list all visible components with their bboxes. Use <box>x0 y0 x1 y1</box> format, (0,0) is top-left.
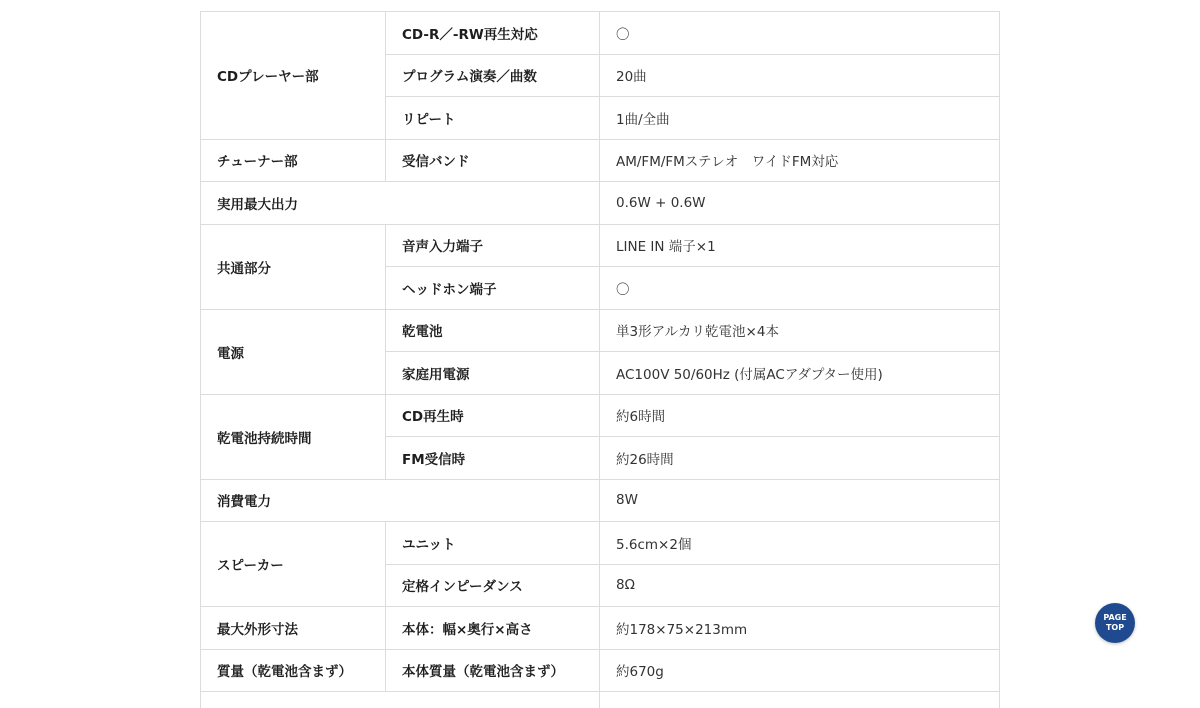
category-cell: 消費電力 <box>201 479 600 522</box>
category-cell: 実用最大出力 <box>201 182 600 225</box>
value-cell: 約178×75×213mm <box>600 607 1000 650</box>
table-row <box>201 649 1000 692</box>
item-cell: ユニット <box>386 522 600 565</box>
table-row <box>201 182 1000 225</box>
page-top-label-line1: PAGE <box>1103 613 1127 622</box>
item-cell: 受信バンド <box>386 139 600 182</box>
value-cell: 〇 <box>600 267 1000 310</box>
value-cell: LINE IN 端子×1 <box>600 224 1000 267</box>
value-cell: 0.6W + 0.6W <box>600 182 1000 225</box>
value-cell: 約6時間 <box>600 394 1000 437</box>
value-cell: AC100V 50/60Hz (付属ACアダプター使用) <box>600 352 1000 395</box>
item-cell: 家庭用電源 <box>386 352 600 395</box>
item-cell: リピート <box>386 97 600 140</box>
table-row <box>201 309 1000 352</box>
page-top-button[interactable] <box>1095 603 1135 643</box>
item-cell: 音声入力端子 <box>386 224 600 267</box>
spec-table <box>200 11 1000 708</box>
page-top-label-line2: TOP <box>1105 623 1125 632</box>
value-cell: 8W <box>600 479 1000 522</box>
table-row <box>201 12 1000 55</box>
table-row <box>201 224 1000 267</box>
value-cell: 1曲/全曲 <box>600 97 1000 140</box>
value-cell: 約26時間 <box>600 437 1000 480</box>
table-row <box>201 394 1000 437</box>
table-row <box>201 522 1000 565</box>
item-cell: FM受信時 <box>386 437 600 480</box>
table-row <box>201 607 1000 650</box>
item-cell: 定格インピーダンス <box>386 564 600 607</box>
category-cell: チューナー部 <box>201 139 386 182</box>
table-row <box>201 479 1000 522</box>
category-cell: 質量（乾電池含まず） <box>201 649 386 692</box>
category-cell: 共通部分 <box>201 224 386 309</box>
category-cell: 電源 <box>201 309 386 394</box>
value-cell: 単3形アルカリ乾電池×4本 <box>600 309 1000 352</box>
item-cell: 本体質量（乾電池含まず） <box>386 649 600 692</box>
value-cell: AM/FM/FMステレオ ワイドFM対応 <box>600 139 1000 182</box>
category-cell: 乾電池持続時間 <box>201 394 386 479</box>
category-cell <box>201 692 600 708</box>
value-cell: 8Ω <box>600 564 1000 607</box>
value-cell: 5.6cm×2個 <box>600 522 1000 565</box>
item-cell: 乾電池 <box>386 309 600 352</box>
item-cell: CD再生時 <box>386 394 600 437</box>
category-cell: スピーカー <box>201 522 386 607</box>
item-cell: CD-R／-RW再生対応 <box>386 12 600 55</box>
item-cell: 本体：幅×奥行×高さ <box>386 607 600 650</box>
value-cell: 約670g <box>600 649 1000 692</box>
item-cell: ヘッドホン端子 <box>386 267 600 310</box>
item-cell: プログラム演奏／曲数 <box>386 54 600 97</box>
table-row <box>201 692 1000 708</box>
value-cell <box>600 692 1000 708</box>
value-cell: 〇 <box>600 12 1000 55</box>
category-cell: 最大外形寸法 <box>201 607 386 650</box>
value-cell: 20曲 <box>600 54 1000 97</box>
category-cell: CDプレーヤー部 <box>201 12 386 140</box>
table-row <box>201 139 1000 182</box>
